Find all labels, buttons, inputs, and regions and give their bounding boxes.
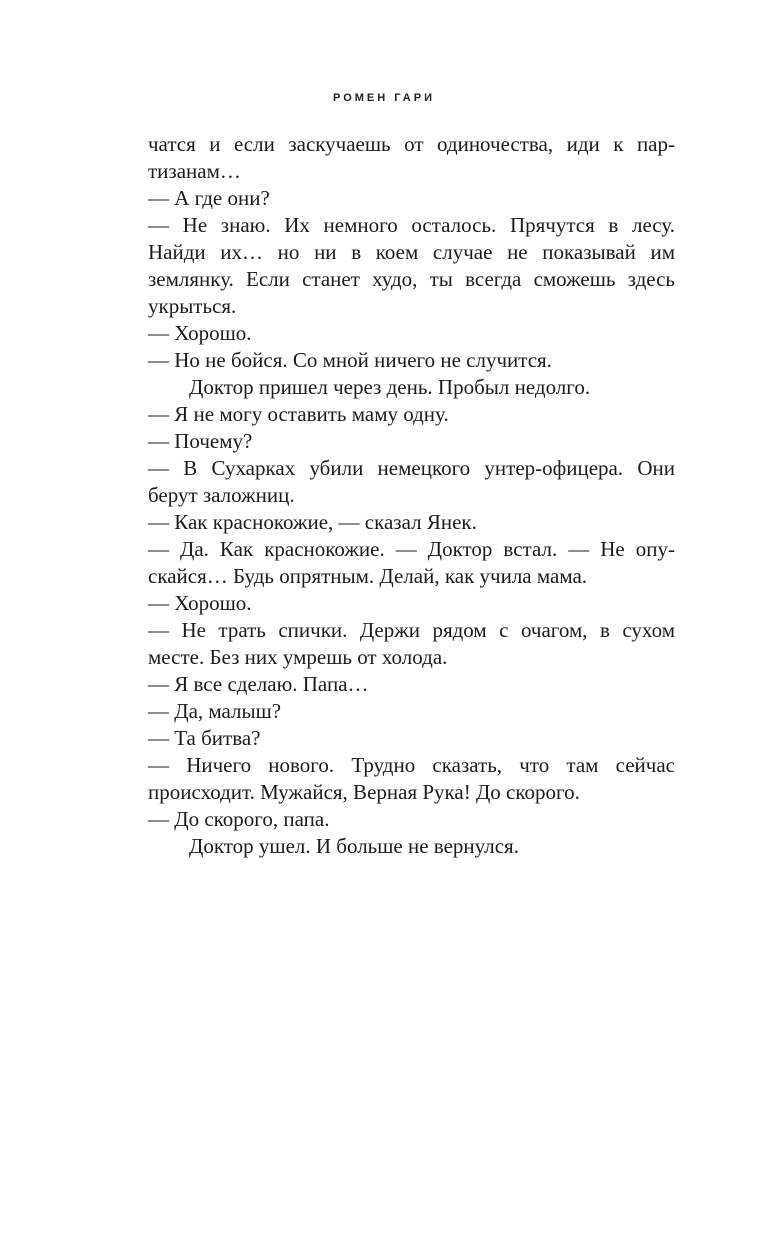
text-line: — Почему? xyxy=(148,429,253,453)
page-text xyxy=(148,131,675,860)
text-line: Найди их… но ни в коем случае не показывай им xyxy=(148,240,675,264)
text-line: тизанам… xyxy=(148,159,241,183)
text-line: происходит. Мужайся, Верная Рука! До скорого. xyxy=(148,780,580,804)
text-line: землянку. Если станет худо, ты всегда сможешь здесь xyxy=(148,267,675,291)
text-line: — Да. Как краснокожие. — Доктор встал. — Не опу- xyxy=(148,537,675,561)
text-line: укрыться. xyxy=(148,294,237,318)
text-line: — В Сухарках убили немецкого унтер-офицера. Они xyxy=(148,456,675,480)
text-line: берут заложниц. xyxy=(148,483,295,507)
text-line: Доктор пришел через день. Пробыл недолго. xyxy=(189,375,591,399)
running-head: РОМЕН ГАРИ xyxy=(333,92,435,104)
text-line: — Не трать спички. Держи рядом с очагом, в сухом xyxy=(148,618,675,642)
text-line: — Но не бойся. Со мной ничего не случится. xyxy=(148,348,552,372)
text-line: — Да, малыш? xyxy=(148,699,282,723)
text-line: — Я не могу оставить маму одну. xyxy=(148,402,449,426)
text-line: — Как краснокожие, — сказал Янек. xyxy=(148,510,477,534)
text-line: Доктор ушел. И больше не вернулся. xyxy=(189,834,519,858)
text-line: — До скорого, папа. xyxy=(148,807,330,831)
text-line: — Хорошо. xyxy=(148,591,252,615)
text-line: скайся… Будь опрятным. Делай, как учила мама. xyxy=(148,564,588,588)
text-line: — Та битва? xyxy=(148,726,261,750)
text-line: — А где они? xyxy=(148,186,270,210)
text-line: — Хорошо. xyxy=(148,321,252,345)
text-line: месте. Без них умрешь от холода. xyxy=(148,645,448,669)
text-line: — Я все сделаю. Папа… xyxy=(148,672,369,696)
text-line: — Не знаю. Их немного осталось. Прячутся в лесу. xyxy=(148,213,675,237)
text-line: чатся и если заскучаешь от одиночества, иди к пар- xyxy=(148,132,675,156)
text-line: — Ничего нового. Трудно сказать, что там сейчас xyxy=(148,753,675,777)
